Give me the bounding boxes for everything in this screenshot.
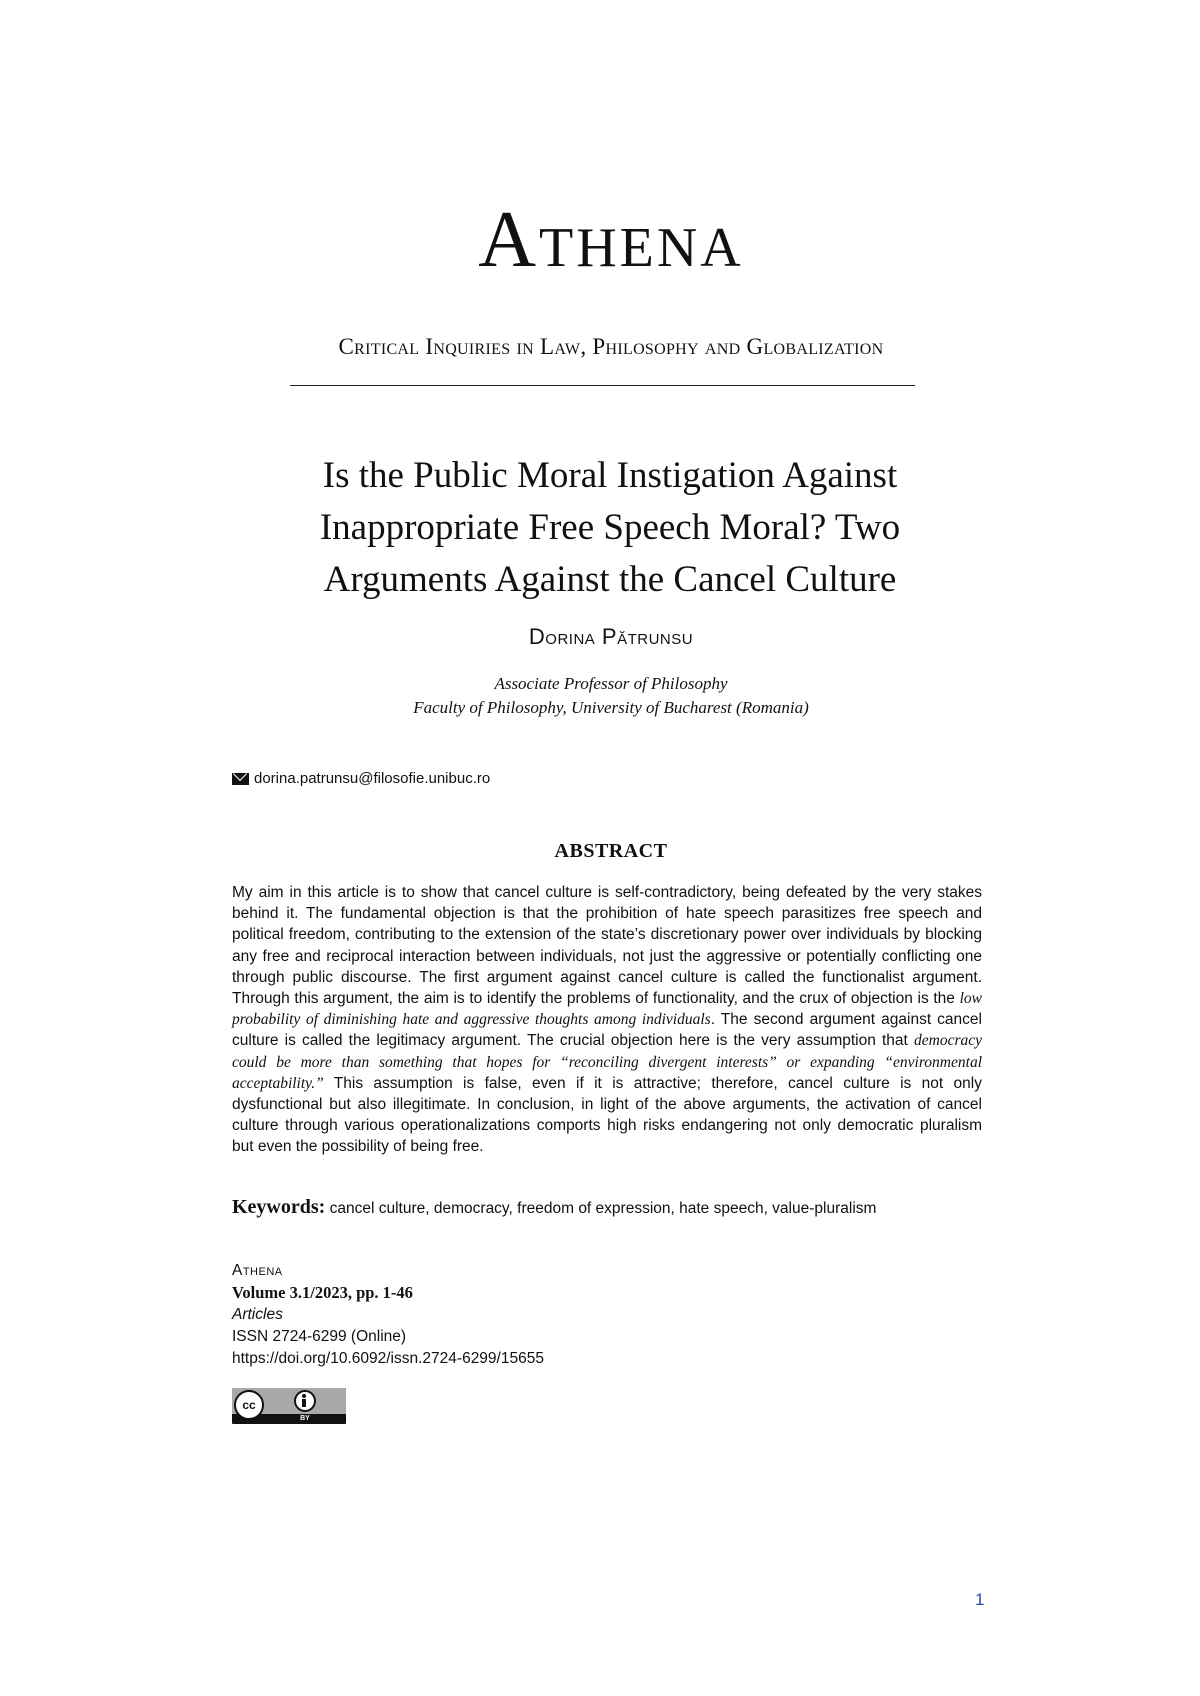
paper-title: Is the Public Moral Instigation Against Inappropriate Free Speech Moral? Two Arguments Against the Cancel Culture [319,455,901,600]
cc-by-license-icon[interactable] [232,1388,346,1424]
meta-journal: Athena [232,1262,283,1279]
abstract-heading: ABSTRACT [554,840,668,862]
abstract-part-3: This assumption is false, even if it is attractive; therefore, cancel culture is not only dysfunctional but also illegitimate. In conclusion, in light of the above arguments, the activation of cancel culture through various operationalizations comports high risks endangering not only democratic pluralism but even the possibility of being free. [232,1074,982,1156]
keywords [232,1196,876,1219]
meta-volume: Volume 3.1/2023, pp. 1-46 [232,1283,413,1302]
header-divider [290,385,915,386]
meta-section: Articles [232,1306,283,1323]
meta-issn: ISSN 2724-6299 (Online) [232,1328,407,1345]
by-label: BY [300,1415,310,1422]
keywords-list: cancel culture, democracy, freedom of expression, hate speech, value-pluralism [325,1200,877,1217]
affiliation-institution: Faculty of Philosophy, University of Bucharest (Romania) [413,698,809,717]
meta-doi[interactable]: https://doi.org/10.6092/issn.2724-6299/15655 [232,1350,544,1367]
abstract-part-1: My aim in this article is to show that cancel culture is self-contradictory, being defeated by the very stakes behind it. The fundamental objection is that the prohibition of hate speech parasitizes free speech and political freedom, contributing to the extension of the state’s discretionary power over individuals by blocking any free and reciprocal interaction between individuals, not just the aggressive or potentially conflicting one through public discourse. The first argument against cancel culture is called the functionalist argument. Through this argument, the aim is to identify the problems of functionality, and the crux of objection is the [232,884,982,1008]
journal-subtitle: Critical Inquiries in Law, Philosophy and Globalization [338,334,884,359]
cc-icon: cc [234,1390,264,1420]
page-number: 1 [975,1590,985,1609]
publication-meta [232,1260,544,1370]
envelope-icon [232,773,249,785]
abstract-part-2: . The second argument against cancel culture is called the legitimacy argument. The crucial objection here is the very assumption that [232,1011,982,1050]
author-email[interactable] [232,770,490,787]
abstract-emphasis-1: low probability of diminishing hate and aggressive thoughts among individuals [232,990,982,1029]
abstract-emphasis-2: democracy could be more than something that hopes for “reconciling divergent interests” or expanding “environmental acceptability.” [232,1032,982,1092]
author-name: Dorina Pătrunsu [528,624,694,649]
affiliation-position: Associate Professor of Philosophy [494,674,728,693]
attribution-person-icon [294,1390,316,1412]
journal-title: Athena [478,196,744,284]
abstract-text [232,882,982,1158]
email-address[interactable]: dorina.patrunsu@filosofie.unibuc.ro [254,770,491,787]
keywords-label: Keywords: [232,1196,326,1218]
author-affiliation [0,672,1200,720]
